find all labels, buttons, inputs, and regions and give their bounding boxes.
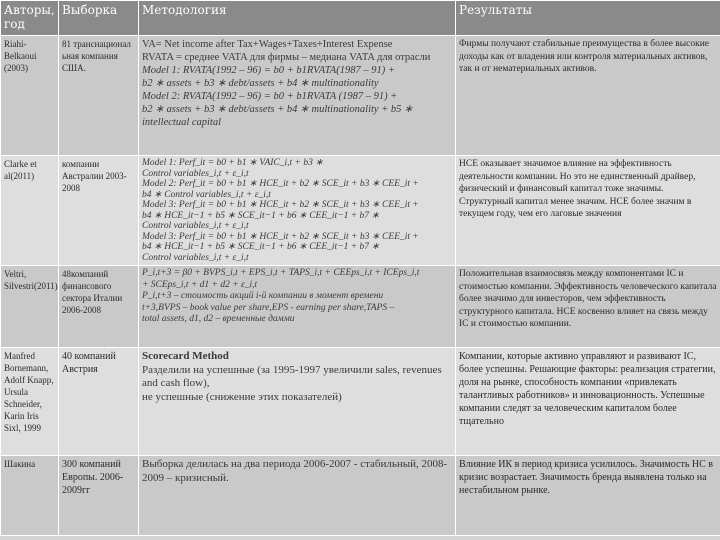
method-line: RVATA = среднее VATA для фирмы – медиана VATA для отрасли (142, 52, 431, 63)
method-line: + SCEps_i,t + d1 + d2 + ε_i,t (142, 279, 258, 290)
author-cell: Veltri, Silvestri(2011) (1, 266, 59, 348)
header-row (1, 1, 720, 36)
method-line: t+3,BVPS – book value per share,EPS - earning per share,TAPS – (142, 302, 395, 313)
sample-cell: компании Австралии 2003-2008 (59, 156, 139, 266)
method-cell (139, 156, 456, 266)
header-results: Результаты (456, 1, 720, 36)
results-cell: Влияние ИК в период кризиса усилилось. Значимость HC в кризис возрастает. Значимость бренда выявлена только на нестабильном рынке. (456, 456, 720, 536)
method-line: P_i,t+3 – стоимость акций i-й компании в момент времени (142, 291, 384, 301)
method-line: Model 1: Perf_it = b0 + b1 ∗ VAIC_i,t + b3 ∗ (142, 158, 324, 168)
method-cell (139, 266, 456, 348)
header-methodology: Методология (139, 1, 456, 36)
table-row (1, 36, 720, 156)
author-cell: Шакина (1, 456, 59, 536)
method-line: b2 ∗ assets + b3 ∗ debt/assets + b4 ∗ multinationality + b5 ∗ (142, 104, 413, 115)
method-line: b2 ∗ assets + b3 ∗ debt/assets + b4 ∗ multinationality (142, 78, 379, 89)
table-row (1, 266, 720, 348)
method-line: b4 ∗ HCE_it−1 + b5 ∗ SCE_it−1 + b6 ∗ CEE_it−1 + b7 ∗ (142, 210, 380, 221)
table-row (1, 456, 720, 536)
method-line: не успешные (снижение этих показателей) (142, 390, 342, 403)
method-cell (139, 456, 456, 536)
table-row (1, 348, 720, 456)
method-line: VA= Net income after Tax+Wages+Taxes+Interest Expense (142, 39, 393, 50)
method-line: Разделили на успешные (за 1995-1997 увеличили sales, revenues and cash flow), (142, 363, 445, 389)
method-title: Scorecard Method (142, 350, 229, 362)
sample-cell: 48компаний финансового сектора Италии 2006-2008 (59, 266, 139, 348)
header-authors: Авторы, год (1, 1, 59, 36)
results-cell: Компании, которые активно управляют и развивают IC, более успешны. Решающие факторы: реализация стратегии, доля на рынке, способность компании «привлекать талантливых работников» и инновационность. Успешные компании следят за человеческим капиталом более тщательно (456, 348, 720, 456)
method-line: b4 ∗ HCE_it−1 + b5 ∗ SCE_it−1 + b6 ∗ CEE_it−1 + b7 ∗ (142, 242, 380, 252)
header-sample: Выборка (59, 1, 139, 36)
method-line: Model 3: Perf_it = b0 + b1 ∗ HCE_it + b2 ∗ SCE_it + b3 ∗ CEE_it + (142, 200, 419, 210)
method-cell (139, 348, 456, 456)
method-line: Control variables_i,t + ε_i,t (142, 252, 249, 263)
method-line: intellectual capital (142, 117, 222, 128)
sample-cell: 300 компаний Европы. 2006-2009гг (59, 456, 139, 536)
method-line: Model 1: RVATA(1992 – 96) = b0 + b1RVATA(1987 – 91) + (142, 65, 395, 76)
method-line: b4 ∗ Control variables_i,t + ε_i,t (142, 189, 271, 200)
sample-cell: 40 компаний Австрия (59, 348, 139, 456)
method-line: P_i,t+3 = β0 + BVPS_i,t + EPS_i,t + TAPS_i,t + CEEps_i,t + ICEps_i,t (142, 268, 420, 278)
method-line: Control variables_i,t + ε_i,t (142, 221, 249, 231)
results-cell: Положительная взаимосвязь между компонентами IC и стоимостью компании. Эффективность человеческого капитала более значимо для инвесторов, чем эффективность структурного капитала. HCE косвенно влияет на связь между IC и стоимостью компании. (456, 266, 720, 348)
table-row (1, 156, 720, 266)
results-cell: Фирмы получают стабильные преимущества в более высокие доходы как от владения или контроля материальных активов, так и от нематериальных активов. (456, 36, 720, 156)
results-cell: HCE оказывает значимое влияние на эффективность деятельности компании. Но это не единственный драйвер, физический и финансовый капитал тоже значимы. Структурный капитал менее значим. HCE более значим в текущем году, чем его лаговые значения (456, 156, 720, 266)
author-cell: Manfred Bornemann, Adolf Knapp, Ursula Schneider, Karin Iris Sixl, 1999 (1, 348, 59, 456)
method-line: Control variables_i,t + ε_i,t (142, 168, 249, 179)
method-line: Model 2: RVATA(1992 – 96) = b0 + b1RVATA (1987 – 91) + (142, 91, 398, 102)
method-cell (139, 36, 456, 156)
author-cell: Clarke et al(2011) (1, 156, 59, 266)
method-line: Model 2: Perf_it = b0 + b1 ∗ HCE_it + b2 ∗ SCE_it + b3 ∗ CEE_it + (142, 179, 419, 189)
sample-cell: 81 транснационал ьная компания США. (59, 36, 139, 156)
method-line: Model 3: Perf_it = b0 + b1 ∗ HCE_it + b2 ∗ SCE_it + b3 ∗ CEE_it + (142, 231, 419, 242)
method-line: Выборка делилась на два периода 2006-2007 - стабильный, 2008-2009 – кризисный. (142, 458, 448, 484)
method-line: total assets, d1, d2 – временные дамми (142, 314, 295, 324)
author-cell: Riahi-Belkaoui (2003) (1, 36, 59, 156)
